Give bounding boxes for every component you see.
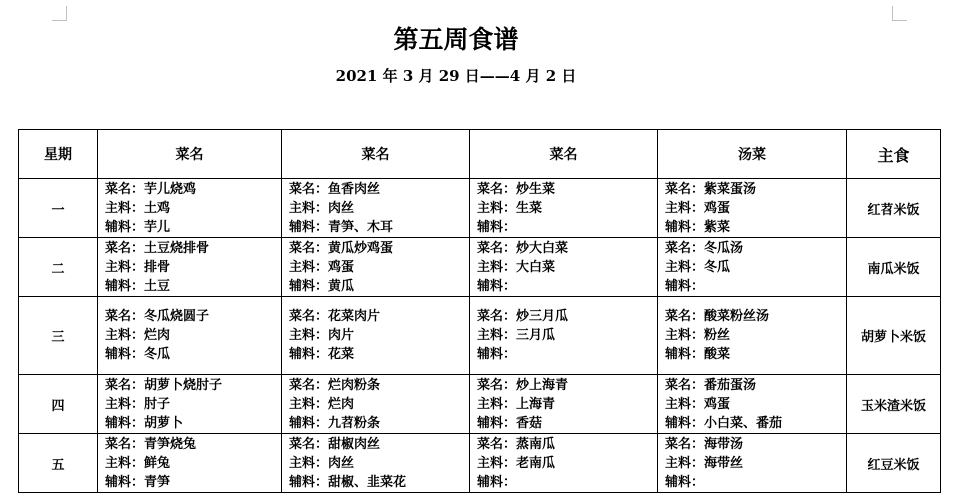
soup-cell (658, 375, 847, 434)
dish-side-ingredient: 辅料：香菇 (477, 415, 543, 431)
header-weekday: 星期 (19, 130, 98, 179)
dish-name: 菜名：冬瓜烧圆子 (105, 309, 210, 324)
dish-main-ingredient: 主料：大白菜 (477, 259, 556, 275)
dish-name: 菜名：番茄蛋汤 (665, 377, 757, 393)
dish-main-ingredient: 主料：生菜 (477, 200, 543, 216)
dish-side-ingredient: 辅料：青笋、木耳 (289, 219, 394, 235)
dish-cell (282, 434, 470, 493)
dish-main-ingredient: 主料：海带丝 (665, 455, 744, 471)
header-dish-2: 菜名 (282, 130, 470, 179)
dish-name: 菜名：炒大白菜 (477, 240, 569, 256)
dish-side-ingredient: 辅料：甜椒、韭菜花 (289, 474, 407, 490)
dish-name: 菜名：炒上海青 (477, 377, 569, 393)
dish-main-ingredient: 主料：肉片 (289, 328, 355, 343)
dish-name: 菜名：酸菜粉丝汤 (665, 309, 770, 324)
staple-cell: 南瓜米饭 (847, 238, 941, 297)
dish-side-ingredient: 辅料： (477, 347, 517, 362)
dish-name: 菜名：芋儿烧鸡 (105, 181, 197, 197)
dish-name: 菜名：甜椒肉丝 (289, 436, 381, 452)
soup-cell (658, 179, 847, 238)
dish-name: 菜名：炒三月瓜 (477, 309, 569, 324)
staple-cell: 玉米渣米饭 (847, 375, 941, 434)
dish-cell (282, 297, 470, 375)
dish-cell (98, 297, 282, 375)
dish-side-ingredient: 辅料：九苕粉条 (289, 415, 381, 431)
dish-cell (98, 238, 282, 297)
date-range: 2021 年 3 月 29 日——4 月 2 日 (335, 67, 577, 85)
dish-main-ingredient: 主料：老南瓜 (477, 455, 556, 471)
dish-side-ingredient: 辅料： (477, 278, 517, 294)
table-row (19, 297, 941, 375)
staple-cell: 红苕米饭 (847, 179, 941, 238)
table-row (19, 375, 941, 434)
dish-side-ingredient: 辅料： (477, 219, 517, 235)
dish-main-ingredient: 主料：冬瓜 (665, 259, 731, 275)
dish-name: 菜名：烂肉粉条 (289, 377, 381, 393)
dish-side-ingredient: 辅料：小白菜、番茄 (665, 415, 783, 431)
dish-name: 菜名：土豆烧排骨 (105, 240, 210, 256)
dish-side-ingredient: 辅料：芋儿 (105, 219, 171, 235)
dish-name: 菜名：紫菜蛋汤 (665, 181, 757, 197)
table-row (19, 434, 941, 493)
dish-name: 菜名：花菜肉片 (289, 309, 381, 324)
staple-cell: 胡萝卜米饭 (847, 297, 941, 375)
dish-side-ingredient: 辅料： (665, 278, 705, 294)
day-cell: 二 (19, 238, 98, 297)
dish-main-ingredient: 主料：鲜兔 (105, 455, 171, 471)
dish-name: 菜名：胡萝卜烧肘子 (105, 377, 223, 393)
dish-main-ingredient: 主料：排骨 (105, 259, 171, 275)
header-dish-1: 菜名 (98, 130, 282, 179)
weekly-menu-table (18, 129, 941, 493)
dish-main-ingredient: 主料：肉丝 (289, 200, 355, 216)
table-row (19, 238, 941, 297)
dish-side-ingredient: 辅料：花菜 (289, 347, 355, 362)
dish-name: 菜名：冬瓜汤 (665, 240, 744, 256)
dish-main-ingredient: 主料：烂肉 (105, 328, 171, 343)
dish-side-ingredient: 辅料：青笋 (105, 474, 171, 490)
dish-name: 菜名：炒生菜 (477, 181, 556, 197)
dish-name: 菜名：黄瓜炒鸡蛋 (289, 240, 394, 256)
dish-cell (470, 434, 658, 493)
page-title: 第五周食谱 (393, 25, 519, 54)
dish-main-ingredient: 主料：上海青 (477, 396, 556, 412)
day-cell: 四 (19, 375, 98, 434)
dish-main-ingredient: 主料：鸡蛋 (665, 396, 731, 412)
dish-name: 菜名：蒸南瓜 (477, 436, 556, 452)
soup-cell (658, 238, 847, 297)
dish-name: 菜名：鱼香肉丝 (289, 181, 381, 197)
dish-cell (470, 297, 658, 375)
table-header-row (19, 130, 941, 179)
dish-cell (470, 238, 658, 297)
dish-main-ingredient: 主料：肉丝 (289, 455, 355, 471)
page-corner-mark-right (892, 6, 907, 21)
dish-side-ingredient: 辅料： (665, 474, 705, 490)
dish-side-ingredient: 辅料：土豆 (105, 278, 171, 294)
dish-side-ingredient: 辅料：紫菜 (665, 219, 731, 235)
soup-cell (658, 297, 847, 375)
dish-cell (282, 238, 470, 297)
soup-cell (658, 434, 847, 493)
dish-side-ingredient: 辅料：胡萝卜 (105, 415, 184, 431)
page-corner-mark-left (52, 6, 67, 21)
dish-side-ingredient: 辅料： (477, 474, 517, 490)
dish-main-ingredient: 主料：粉丝 (665, 328, 731, 343)
dish-side-ingredient: 辅料：酸菜 (665, 347, 731, 362)
header-soup: 汤菜 (658, 130, 847, 179)
dish-main-ingredient: 主料：鸡蛋 (665, 200, 731, 216)
header-staple: 主食 (847, 130, 941, 179)
dish-cell (282, 375, 470, 434)
dish-main-ingredient: 主料：三月瓜 (477, 328, 556, 343)
dish-cell (282, 179, 470, 238)
dish-side-ingredient: 辅料：黄瓜 (289, 278, 355, 294)
dish-main-ingredient: 主料：鸡蛋 (289, 259, 355, 275)
dish-cell (98, 434, 282, 493)
day-cell: 一 (19, 179, 98, 238)
staple-cell: 红豆米饭 (847, 434, 941, 493)
day-cell: 三 (19, 297, 98, 375)
dish-main-ingredient: 主料：肘子 (105, 396, 171, 412)
dish-cell (98, 375, 282, 434)
dish-main-ingredient: 主料：土鸡 (105, 200, 171, 216)
dish-cell (98, 179, 282, 238)
day-cell: 五 (19, 434, 98, 493)
dish-side-ingredient: 辅料：冬瓜 (105, 347, 171, 362)
header-dish-3: 菜名 (470, 130, 658, 179)
dish-name: 菜名：海带汤 (665, 436, 744, 452)
table-row (19, 179, 941, 238)
dish-name: 菜名：青笋烧兔 (105, 436, 197, 452)
dish-cell (470, 375, 658, 434)
dish-main-ingredient: 主料：烂肉 (289, 396, 355, 412)
dish-cell (470, 179, 658, 238)
